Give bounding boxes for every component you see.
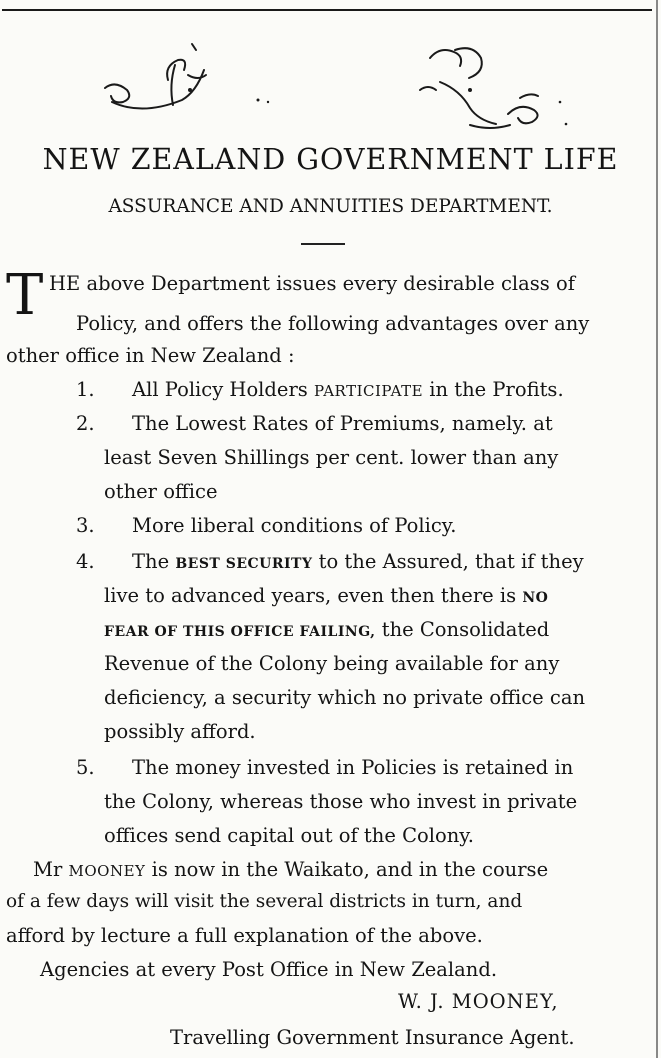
list-item-line: FEAR OF THIS OFFICE FAILING, the Consolidated <box>104 618 550 641</box>
list-item-number: 1. <box>76 378 95 401</box>
signature-name: W. J. MOONEY, <box>398 990 559 1013</box>
page-subtitle: ASSURANCE AND ANNUITIES DEPARTMENT. <box>108 196 553 217</box>
divider-rule <box>301 243 345 245</box>
list-item-line: other office <box>104 480 218 503</box>
list-item-number: 3. <box>76 514 95 537</box>
page-title: NEW ZEALAND GOVERNMENT LIFE <box>42 143 619 176</box>
list-item-line: possibly afford. <box>104 720 256 743</box>
list-item-line: live to advanced years, even then there is NO <box>104 584 549 607</box>
list-item-line: Revenue of the Colony being available for any <box>104 652 560 675</box>
list-item-line: deficiency, a security which no private office can <box>104 686 586 709</box>
coat-of-arms-ornament <box>0 20 661 145</box>
list-item-number: 4. <box>76 550 95 573</box>
closing-line-1: Mr MOONEY is now in the Waikato, and in the course <box>33 858 549 881</box>
closing-line-3: afford by lecture a full explanation of the above. <box>6 924 483 947</box>
closing-line-4: Agencies at every Post Office in New Zealand. <box>40 958 498 981</box>
list-item-line: least Seven Shillings per cent. lower than any <box>104 446 559 469</box>
list-item-line: More liberal conditions of Policy. <box>132 514 457 537</box>
list-item-line: offices send capital out of the Colony. <box>104 824 474 847</box>
list-item-line: the Colony, whereas those who invest in private <box>104 790 578 813</box>
list-item-line: The money invested in Policies is retained in <box>132 756 574 779</box>
drop-cap: T <box>6 263 44 328</box>
signature-role: Travelling Government Insurance Agent. <box>170 1026 575 1049</box>
intro-line-1: HE above Department issues every desirable class of <box>49 272 575 295</box>
list-item-line: The BEST SECURITY to the Assured, that if they <box>132 550 584 573</box>
list-item-number: 5. <box>76 756 95 779</box>
list-item-number: 2. <box>76 412 95 435</box>
intro-line-2: Policy, and offers the following advantages over any <box>76 312 590 335</box>
list-item-line: All Policy Holders PARTICIPATE in the Profits. <box>132 378 564 401</box>
closing-line-2: of a few days will visit the several districts in turn, and <box>6 891 523 912</box>
top-rule <box>2 9 652 11</box>
intro-line-3: other office in New Zealand : <box>6 344 295 367</box>
list-item-line: The Lowest Rates of Premiums, namely. at <box>132 412 553 435</box>
